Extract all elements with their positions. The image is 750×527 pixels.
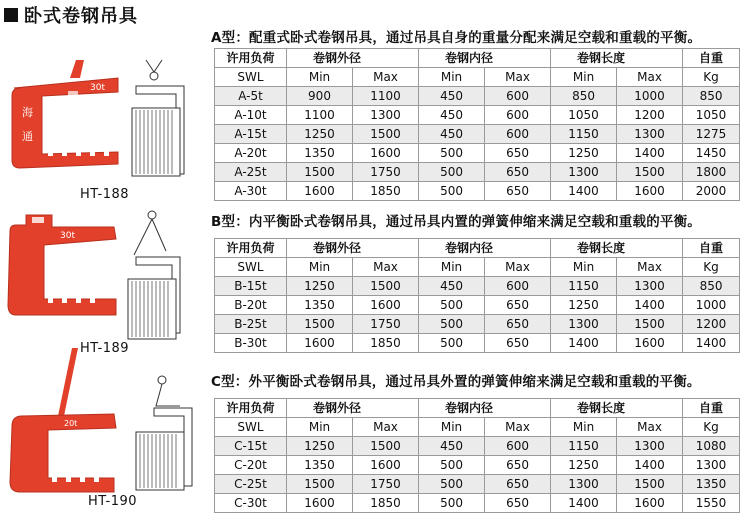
cell-od-max: 1850 xyxy=(353,334,419,353)
table-row xyxy=(215,315,740,334)
title-square-icon xyxy=(4,8,18,22)
table-row xyxy=(215,475,740,494)
cell-weight: 850 xyxy=(683,277,740,296)
table-row xyxy=(215,437,740,456)
cell-swl: C-15t xyxy=(215,437,287,456)
header-id-min: Min xyxy=(419,68,485,87)
cell-od-max: 1500 xyxy=(353,437,419,456)
table-row xyxy=(215,296,740,315)
cell-swl: B-25t xyxy=(215,315,287,334)
section-b-rows xyxy=(215,277,740,353)
table-row xyxy=(215,125,740,144)
table-row xyxy=(215,144,740,163)
cell-id-max: 650 xyxy=(485,494,551,513)
brand-mark-1: 海 xyxy=(94,438,104,449)
ht-190-illustration xyxy=(4,346,204,496)
cell-len-max: 1400 xyxy=(617,296,683,315)
table-row xyxy=(215,87,740,106)
cell-len-max: 1300 xyxy=(617,277,683,296)
model-ht-189: HT-189 xyxy=(80,341,130,356)
header-inner-diameter: 卷钢内径 xyxy=(419,399,551,418)
table-row xyxy=(215,106,740,125)
cell-od-min: 1250 xyxy=(287,277,353,296)
brand-mark-1: 海 xyxy=(22,106,33,119)
header-swl-cn: 许用负荷 xyxy=(215,399,287,418)
cell-swl: A-10t xyxy=(215,106,287,125)
table-row xyxy=(215,494,740,513)
cell-weight: 1050 xyxy=(683,106,740,125)
cell-od-min: 1600 xyxy=(287,182,353,201)
cell-weight: 1350 xyxy=(683,475,740,494)
cell-od-min: 1600 xyxy=(287,334,353,353)
cell-id-min: 500 xyxy=(419,296,485,315)
header-od-min: Min xyxy=(287,418,353,437)
cell-id-max: 650 xyxy=(485,182,551,201)
ht-189-illustration xyxy=(4,205,204,345)
cell-len-max: 1600 xyxy=(617,494,683,513)
header-len-max: Max xyxy=(617,68,683,87)
cell-len-max: 1300 xyxy=(617,437,683,456)
cell-id-min: 450 xyxy=(419,125,485,144)
cell-swl: B-20t xyxy=(215,296,287,315)
brand-mark-1: 海 xyxy=(86,253,97,266)
cell-swl: C-30t xyxy=(215,494,287,513)
cell-od-min: 1250 xyxy=(287,437,353,456)
cell-len-min: 1250 xyxy=(551,296,617,315)
cell-swl: B-15t xyxy=(215,277,287,296)
header-outer-diameter: 卷钢外径 xyxy=(287,239,419,258)
cell-swl: A-20t xyxy=(215,144,287,163)
cell-od-max: 1850 xyxy=(353,494,419,513)
header-coil-length: 卷钢长度 xyxy=(551,49,683,68)
cell-id-min: 450 xyxy=(419,106,485,125)
cell-len-min: 1150 xyxy=(551,125,617,144)
header-self-weight: 自重 xyxy=(683,239,740,258)
header-len-max: Max xyxy=(617,258,683,277)
cell-len-max: 1200 xyxy=(617,106,683,125)
section-c-rows xyxy=(215,437,740,513)
cell-swl: B-30t xyxy=(215,334,287,353)
section-c-table xyxy=(214,398,740,513)
cell-od-max: 1750 xyxy=(353,475,419,494)
capacity-mark: 20t xyxy=(64,419,78,428)
header-self-weight: 自重 xyxy=(683,49,740,68)
cell-od-min: 1500 xyxy=(287,475,353,494)
model-ht-190: HT-190 xyxy=(88,494,138,509)
cell-od-min: 900 xyxy=(287,87,353,106)
section-a-rows xyxy=(215,87,740,201)
page-title-text: 卧式卷钢吊具 xyxy=(24,6,138,27)
c-hook-shape xyxy=(8,215,116,315)
cell-id-max: 600 xyxy=(485,125,551,144)
coil-diagram-icon xyxy=(136,376,192,490)
cell-id-min: 500 xyxy=(419,456,485,475)
cell-swl: A-30t xyxy=(215,182,287,201)
brand-mark-2: 通 xyxy=(22,130,33,143)
cell-od-min: 1350 xyxy=(287,144,353,163)
header-id-min: Min xyxy=(419,418,485,437)
cell-od-min: 1500 xyxy=(287,315,353,334)
cell-od-min: 1350 xyxy=(287,456,353,475)
cell-len-max: 1500 xyxy=(617,315,683,334)
header-swl: SWL xyxy=(215,418,287,437)
cell-weight: 1080 xyxy=(683,437,740,456)
cell-od-max: 1500 xyxy=(353,125,419,144)
table-row xyxy=(215,277,740,296)
header-id-max: Max xyxy=(485,68,551,87)
cell-id-max: 600 xyxy=(485,87,551,106)
cell-id-min: 500 xyxy=(419,475,485,494)
cell-len-max: 1000 xyxy=(617,87,683,106)
cell-swl: A-15t xyxy=(215,125,287,144)
cell-id-max: 650 xyxy=(485,315,551,334)
cell-len-min: 1050 xyxy=(551,106,617,125)
page-title xyxy=(4,2,138,28)
cell-len-min: 1150 xyxy=(551,437,617,456)
header-od-max: Max xyxy=(353,418,419,437)
cell-id-min: 500 xyxy=(419,163,485,182)
cell-od-min: 1100 xyxy=(287,106,353,125)
cell-od-min: 1350 xyxy=(287,296,353,315)
cell-id-min: 500 xyxy=(419,182,485,201)
cell-id-min: 450 xyxy=(419,437,485,456)
cell-weight: 1550 xyxy=(683,494,740,513)
cell-id-max: 650 xyxy=(485,475,551,494)
coil-diagram-icon xyxy=(132,60,184,176)
cell-id-min: 500 xyxy=(419,494,485,513)
table-row xyxy=(215,334,740,353)
cell-len-min: 1300 xyxy=(551,315,617,334)
cell-od-min: 1250 xyxy=(287,125,353,144)
header-id-min: Min xyxy=(419,258,485,277)
header-self-weight: 自重 xyxy=(683,399,740,418)
cell-len-max: 1300 xyxy=(617,125,683,144)
header-len-min: Min xyxy=(551,68,617,87)
header-id-max: Max xyxy=(485,418,551,437)
cell-len-max: 1400 xyxy=(617,456,683,475)
cell-weight: 1400 xyxy=(683,334,740,353)
cell-od-max: 1600 xyxy=(353,296,419,315)
cell-od-max: 1600 xyxy=(353,144,419,163)
cell-od-max: 1850 xyxy=(353,182,419,201)
header-inner-diameter: 卷钢内径 xyxy=(419,49,551,68)
table-row xyxy=(215,456,740,475)
header-kg: Kg xyxy=(683,258,740,277)
cell-len-min: 1400 xyxy=(551,494,617,513)
header-swl: SWL xyxy=(215,68,287,87)
cell-weight: 2000 xyxy=(683,182,740,201)
cell-id-min: 450 xyxy=(419,87,485,106)
cell-len-min: 850 xyxy=(551,87,617,106)
cell-id-max: 650 xyxy=(485,334,551,353)
header-outer-diameter: 卷钢外径 xyxy=(287,49,419,68)
cell-id-max: 650 xyxy=(485,456,551,475)
cell-id-max: 650 xyxy=(485,144,551,163)
cell-swl: A-25t xyxy=(215,163,287,182)
header-coil-length: 卷钢长度 xyxy=(551,239,683,258)
cell-swl: A-5t xyxy=(215,87,287,106)
cell-od-max: 1100 xyxy=(353,87,419,106)
header-od-min: Min xyxy=(287,258,353,277)
cell-len-min: 1400 xyxy=(551,334,617,353)
cell-id-max: 600 xyxy=(485,106,551,125)
cell-od-min: 1500 xyxy=(287,163,353,182)
cell-od-min: 1600 xyxy=(287,494,353,513)
cell-len-min: 1400 xyxy=(551,182,617,201)
coil-diagram-icon xyxy=(128,211,180,339)
section-b-table xyxy=(214,238,740,353)
cell-id-min: 500 xyxy=(419,334,485,353)
cell-len-min: 1300 xyxy=(551,163,617,182)
table-row xyxy=(215,163,740,182)
brand-mark-2: 通 xyxy=(94,458,104,469)
section-c-description: C型：外平衡卧式卷钢吊具，通过吊具外置的弹簧伸缩来满足空载和重载的平衡。 xyxy=(211,374,701,390)
cell-weight: 1300 xyxy=(683,456,740,475)
header-kg: Kg xyxy=(683,68,740,87)
cell-len-max: 1600 xyxy=(617,334,683,353)
header-swl: SWL xyxy=(215,258,287,277)
header-len-min: Min xyxy=(551,418,617,437)
cell-id-max: 600 xyxy=(485,277,551,296)
header-swl-cn: 许用负荷 xyxy=(215,239,287,258)
header-od-max: Max xyxy=(353,258,419,277)
header-kg: Kg xyxy=(683,418,740,437)
cell-len-min: 1300 xyxy=(551,475,617,494)
section-b-description: B型：内平衡卧式卷钢吊具，通过吊具内置的弹簧伸缩来满足空载和重载的平衡。 xyxy=(211,214,701,230)
header-id-max: Max xyxy=(485,258,551,277)
cell-swl: C-25t xyxy=(215,475,287,494)
cell-od-max: 1300 xyxy=(353,106,419,125)
cell-id-max: 650 xyxy=(485,296,551,315)
cell-len-max: 1500 xyxy=(617,475,683,494)
cell-od-max: 1600 xyxy=(353,456,419,475)
header-outer-diameter: 卷钢外径 xyxy=(287,399,419,418)
cell-weight: 1000 xyxy=(683,296,740,315)
cell-weight: 1200 xyxy=(683,315,740,334)
cell-od-max: 1750 xyxy=(353,163,419,182)
header-coil-length: 卷钢长度 xyxy=(551,399,683,418)
section-a-table xyxy=(214,48,740,201)
header-od-max: Max xyxy=(353,68,419,87)
cell-od-max: 1750 xyxy=(353,315,419,334)
cell-od-max: 1500 xyxy=(353,277,419,296)
model-ht-188: HT-188 xyxy=(80,187,130,202)
cell-len-min: 1250 xyxy=(551,456,617,475)
capacity-mark: 30t xyxy=(90,83,105,93)
cell-id-min: 450 xyxy=(419,277,485,296)
header-od-min: Min xyxy=(287,68,353,87)
section-a-description: A型：配重式卧式卷钢吊具，通过吊具自身的重量分配来满足空载和重载的平衡。 xyxy=(211,30,702,46)
header-len-min: Min xyxy=(551,258,617,277)
cell-weight: 1275 xyxy=(683,125,740,144)
cell-swl: C-20t xyxy=(215,456,287,475)
cell-len-max: 1600 xyxy=(617,182,683,201)
cell-len-max: 1400 xyxy=(617,144,683,163)
cell-weight: 1800 xyxy=(683,163,740,182)
c-hook-shape xyxy=(10,348,116,492)
cell-weight: 850 xyxy=(683,87,740,106)
cell-weight: 1450 xyxy=(683,144,740,163)
header-inner-diameter: 卷钢内径 xyxy=(419,239,551,258)
cell-id-min: 500 xyxy=(419,144,485,163)
cell-id-max: 600 xyxy=(485,437,551,456)
cell-len-min: 1250 xyxy=(551,144,617,163)
brand-mark-2: 通 xyxy=(86,277,97,290)
cell-id-max: 650 xyxy=(485,163,551,182)
header-len-max: Max xyxy=(617,418,683,437)
ht-188-illustration xyxy=(8,56,208,186)
header-swl-cn: 许用负荷 xyxy=(215,49,287,68)
cell-id-min: 500 xyxy=(419,315,485,334)
capacity-mark: 30t xyxy=(60,231,75,241)
cell-len-min: 1150 xyxy=(551,277,617,296)
table-row xyxy=(215,182,740,201)
cell-len-max: 1500 xyxy=(617,163,683,182)
